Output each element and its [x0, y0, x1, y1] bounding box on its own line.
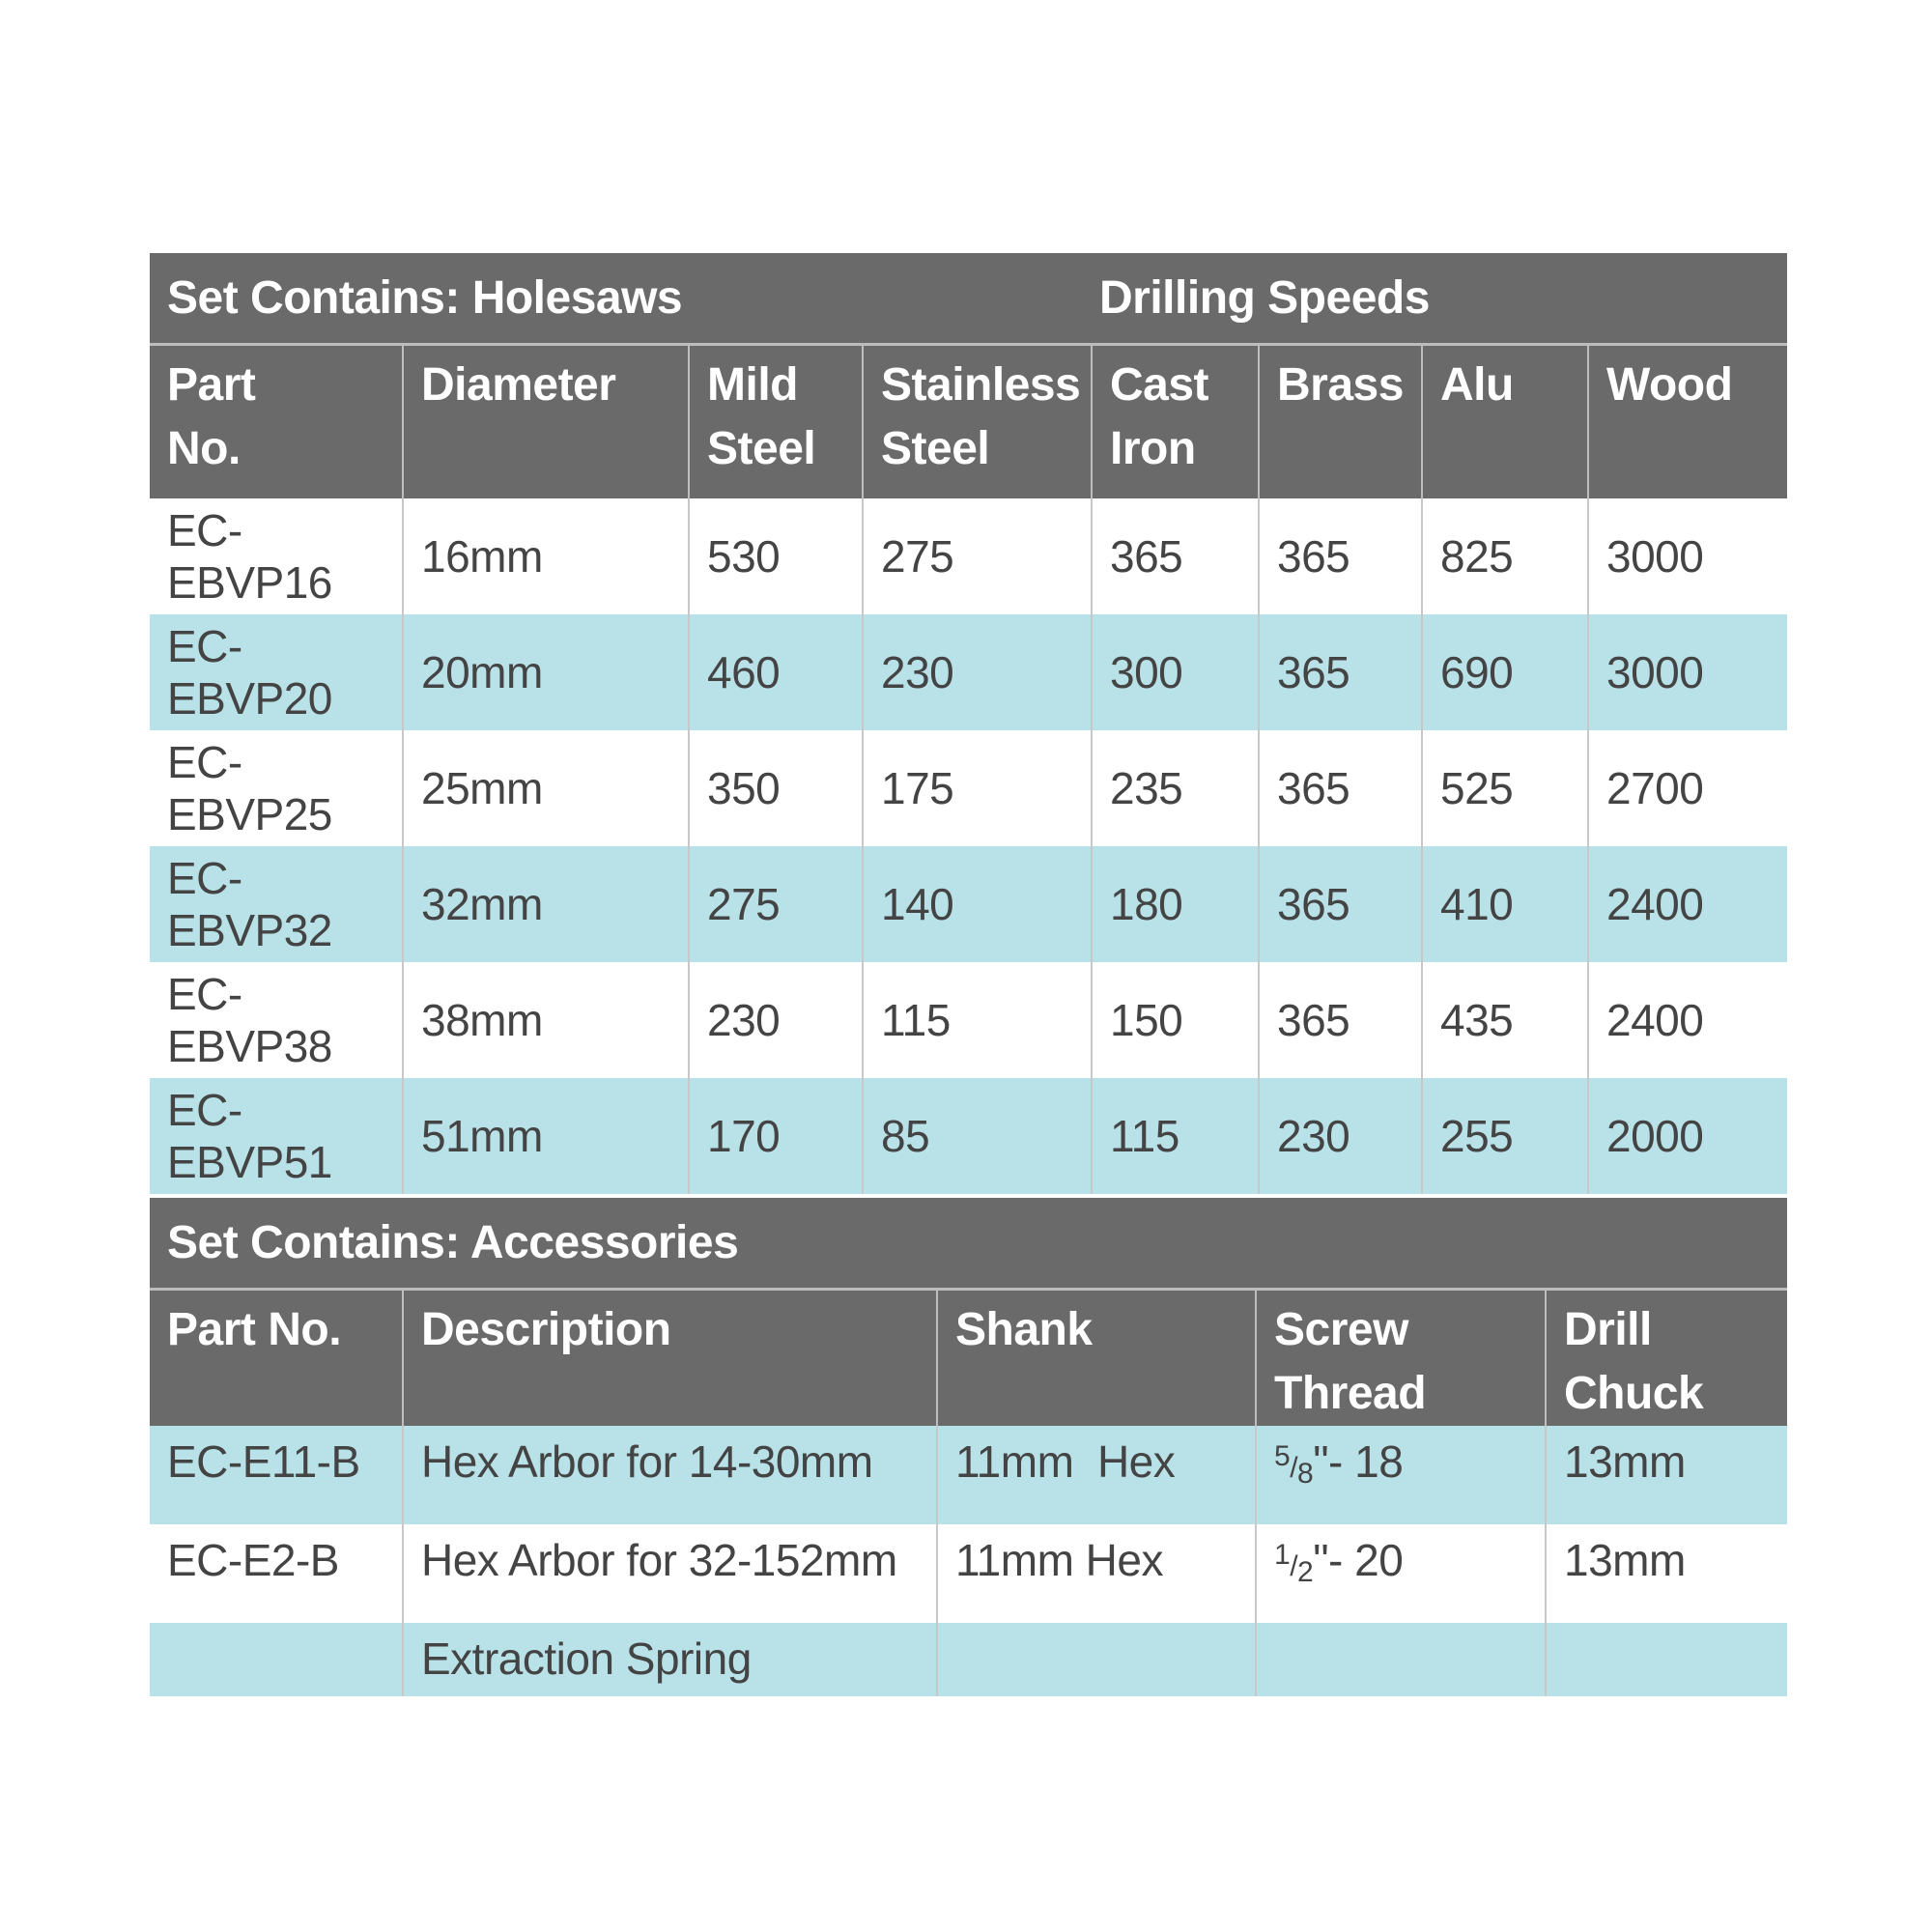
cell-alu: 435: [1422, 962, 1588, 1078]
table-row: [150, 1078, 1787, 1194]
cell-cast-iron: 235: [1092, 730, 1259, 846]
cell-description: Extraction Spring: [403, 1623, 937, 1696]
col-header-brass: Brass: [1259, 344, 1422, 498]
col-header-screw-thread: Screw Thread: [1256, 1289, 1546, 1426]
holesaws-header-row: [150, 344, 1787, 498]
drilling-speeds-title: Drilling Speeds: [1092, 253, 1787, 344]
cell-mild-steel: 460: [689, 614, 863, 730]
cell-wood: 3000: [1588, 614, 1787, 730]
cell-stainless-steel: 140: [863, 846, 1092, 962]
cell-part-no: EC-EBVP20: [150, 614, 403, 730]
cell-part-no: EC-EBVP25: [150, 730, 403, 846]
cell-alu: 525: [1422, 730, 1588, 846]
cell-alu: 825: [1422, 498, 1588, 614]
cell-screw-thread: 5/8"- 18: [1256, 1426, 1546, 1524]
cell-brass: 365: [1259, 962, 1422, 1078]
cell-wood: 3000: [1588, 498, 1787, 614]
cell-diameter: 16mm: [403, 498, 689, 614]
cell-wood: 2700: [1588, 730, 1787, 846]
cell-alu: 410: [1422, 846, 1588, 962]
table-row: [150, 846, 1787, 962]
table-row: [150, 962, 1787, 1078]
cell-brass: 365: [1259, 498, 1422, 614]
table-row: [150, 1623, 1787, 1696]
cell-brass: 365: [1259, 730, 1422, 846]
cell-cast-iron: 180: [1092, 846, 1259, 962]
cell-shank: [937, 1623, 1256, 1696]
cell-part-no: EC-EBVP38: [150, 962, 403, 1078]
cell-part-no: EC-EBVP32: [150, 846, 403, 962]
cell-mild-steel: 230: [689, 962, 863, 1078]
cell-mild-steel: 170: [689, 1078, 863, 1194]
cell-drill-chuck: [1546, 1623, 1787, 1696]
cell-diameter: 51mm: [403, 1078, 689, 1194]
cell-diameter: 38mm: [403, 962, 689, 1078]
cell-description: Hex Arbor for 32-152mm: [403, 1524, 937, 1623]
cell-wood: 2400: [1588, 962, 1787, 1078]
cell-shank: 11mm Hex: [937, 1426, 1256, 1524]
cell-part-no: EC-E11-B: [150, 1426, 403, 1524]
cell-screw-thread: 1/2"- 20: [1256, 1524, 1546, 1623]
cell-stainless-steel: 85: [863, 1078, 1092, 1194]
table-row: [150, 730, 1787, 846]
col-header-shank: Shank: [937, 1289, 1256, 1426]
cell-part-no: EC-EBVP16: [150, 498, 403, 614]
table-row: [150, 1524, 1787, 1623]
holesaws-section-title: Set Contains: Holesaws: [150, 253, 1092, 344]
cell-drill-chuck: 13mm: [1546, 1426, 1787, 1524]
cell-mild-steel: 275: [689, 846, 863, 962]
fraction: 1/2: [1274, 1538, 1314, 1588]
cell-mild-steel: 350: [689, 730, 863, 846]
cell-shank: 11mm Hex: [937, 1524, 1256, 1623]
accessories-header-row: [150, 1289, 1787, 1426]
col-header-alu: Alu: [1422, 344, 1588, 498]
cell-stainless-steel: 230: [863, 614, 1092, 730]
cell-brass: 365: [1259, 846, 1422, 962]
cell-stainless-steel: 275: [863, 498, 1092, 614]
cell-stainless-steel: 115: [863, 962, 1092, 1078]
col-header-part-no: Part No.: [150, 344, 403, 498]
cell-screw-thread: [1256, 1623, 1546, 1696]
cell-cast-iron: 150: [1092, 962, 1259, 1078]
cell-alu: 255: [1422, 1078, 1588, 1194]
holesaws-section-band: [150, 253, 1787, 344]
col-header-wood: Wood: [1588, 344, 1787, 498]
cell-mild-steel: 530: [689, 498, 863, 614]
col-header-mild-steel: Mild Steel: [689, 344, 863, 498]
cell-description: Hex Arbor for 14-30mm: [403, 1426, 937, 1524]
holesaws-table: [150, 253, 1787, 1194]
cell-diameter: 20mm: [403, 614, 689, 730]
fraction: 5/8: [1274, 1439, 1314, 1490]
col-header-drill-chuck: Drill Chuck: [1546, 1289, 1787, 1426]
cell-drill-chuck: 13mm: [1546, 1524, 1787, 1623]
cell-part-no: [150, 1623, 403, 1696]
col-header-description: Description: [403, 1289, 937, 1426]
accessories-section-title: Set Contains: Accessories: [150, 1198, 1787, 1289]
cell-cast-iron: 300: [1092, 614, 1259, 730]
col-header-part-no: Part No.: [150, 1289, 403, 1426]
col-header-cast-iron: Cast Iron: [1092, 344, 1259, 498]
table-row: [150, 498, 1787, 614]
col-header-diameter: Diameter: [403, 344, 689, 498]
cell-diameter: 25mm: [403, 730, 689, 846]
cell-brass: 365: [1259, 614, 1422, 730]
table-row: [150, 614, 1787, 730]
cell-wood: 2000: [1588, 1078, 1787, 1194]
accessories-section-band: [150, 1198, 1787, 1289]
cell-cast-iron: 115: [1092, 1078, 1259, 1194]
accessories-table: [150, 1198, 1787, 1696]
cell-cast-iron: 365: [1092, 498, 1259, 614]
cell-wood: 2400: [1588, 846, 1787, 962]
cell-diameter: 32mm: [403, 846, 689, 962]
col-header-stainless-steel: Stainless Steel: [863, 344, 1092, 498]
cell-part-no: EC-EBVP51: [150, 1078, 403, 1194]
cell-part-no: EC-E2-B: [150, 1524, 403, 1623]
cell-brass: 230: [1259, 1078, 1422, 1194]
cell-alu: 690: [1422, 614, 1588, 730]
table-row: [150, 1426, 1787, 1524]
cell-stainless-steel: 175: [863, 730, 1092, 846]
